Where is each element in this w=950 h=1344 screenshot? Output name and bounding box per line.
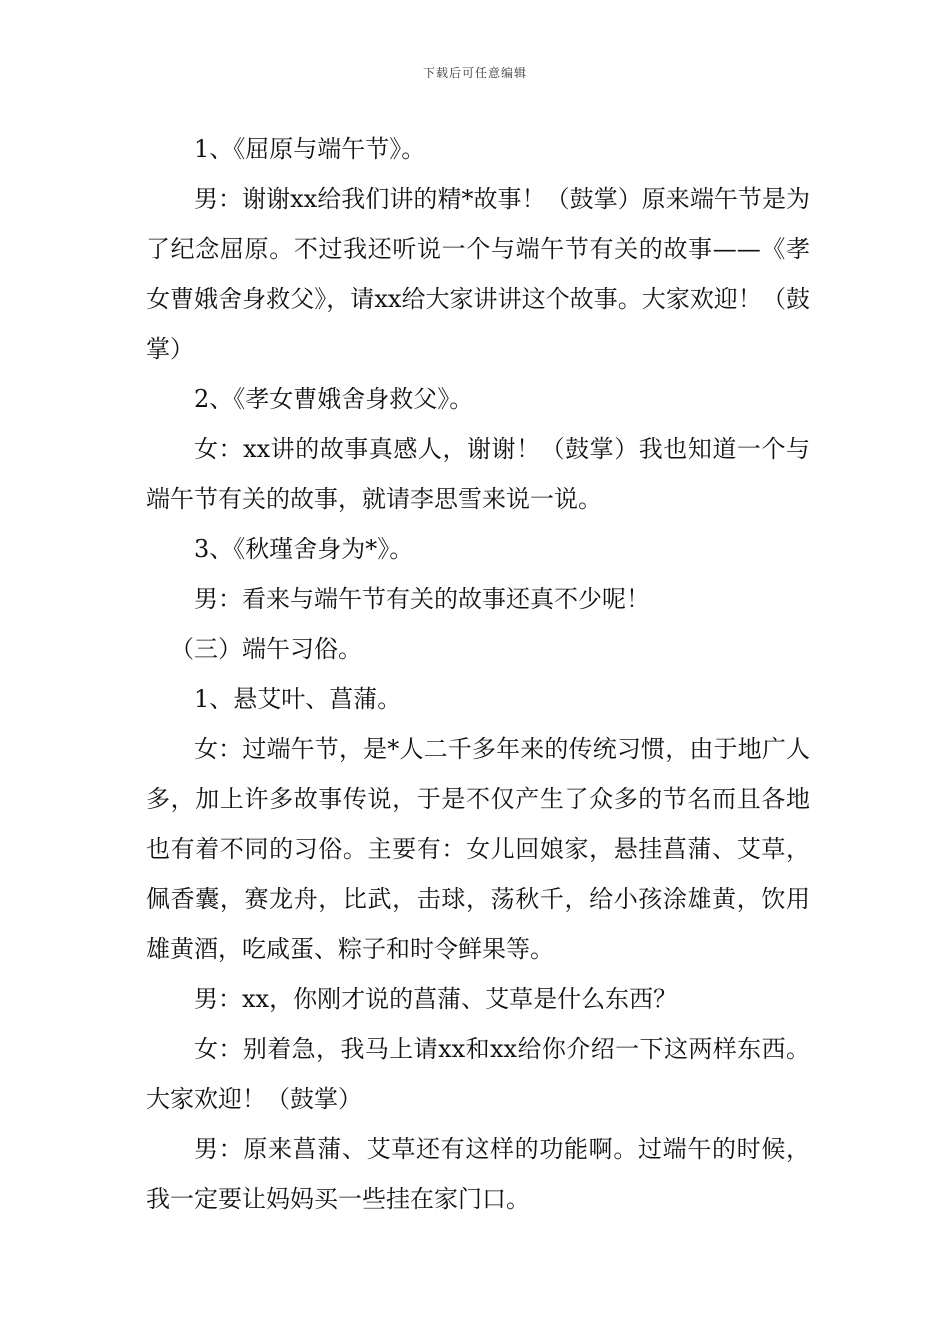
paragraph-female-customs: 女：过端午节，是*人二千多年来的传统习惯，由于地广人多，加上许多故事传说，于是不仅产生了众多的节名而且各地也有着不同的习俗。主要有：女儿回娘家，悬挂菖蒲、艾草，佩香囊，赛龙舟，比武，击球，荡秋千，给小孩涂雄黄，饮用雄黄酒，吃咸蛋、粽子和时令鲜果等。: [146, 735, 810, 963]
paragraph-male-comment: 男：看来与端午节有关的故事还真不少呢！: [194, 585, 650, 613]
page-header: 下载后可任意编辑: [422, 66, 527, 80]
paragraph-story-1-title: 1、《屈原与端午节》。: [194, 135, 426, 163]
paragraph-male-intro-story-2: 男：谢谢xx给我们讲的精*故事！（鼓掌）原来端午节是为了纪念屈原。不过我还听说一个与端午节有关的故事——《孝女曹娥舍身救父》，请xx给大家讲讲这个故事。大家欢迎！（鼓掌）: [146, 185, 810, 363]
paragraph-male-question: 男：xx，你刚才说的菖蒲、艾草是什么东西？: [194, 985, 678, 1013]
paragraph-female-answer: 女：别着急，我马上请xx和xx给你介绍一下这两样东西。大家欢迎！（鼓掌）: [146, 1035, 810, 1113]
paragraph-male-conclusion: 男：原来菖蒲、艾草还有这样的功能啊。过端午的时候，我一定要让妈妈买一些挂在家门口。: [146, 1135, 810, 1213]
paragraph-story-2-title: 2、《孝女曹娥舍身救父》。: [194, 385, 474, 413]
paragraph-custom-1-title: 1、悬艾叶、菖蒲。: [194, 685, 402, 713]
paragraph-story-3-title: 3、《秋瑾舍身为*》。: [194, 535, 414, 563]
paragraph-female-intro-story-3: 女：xx讲的故事真感人，谢谢！（鼓掌）我也知道一个与端午节有关的故事，就请李思雪来说一说。: [146, 435, 810, 513]
section-heading-customs: （三）端午习俗。: [170, 635, 362, 663]
document-body: [146, 124, 810, 1224]
